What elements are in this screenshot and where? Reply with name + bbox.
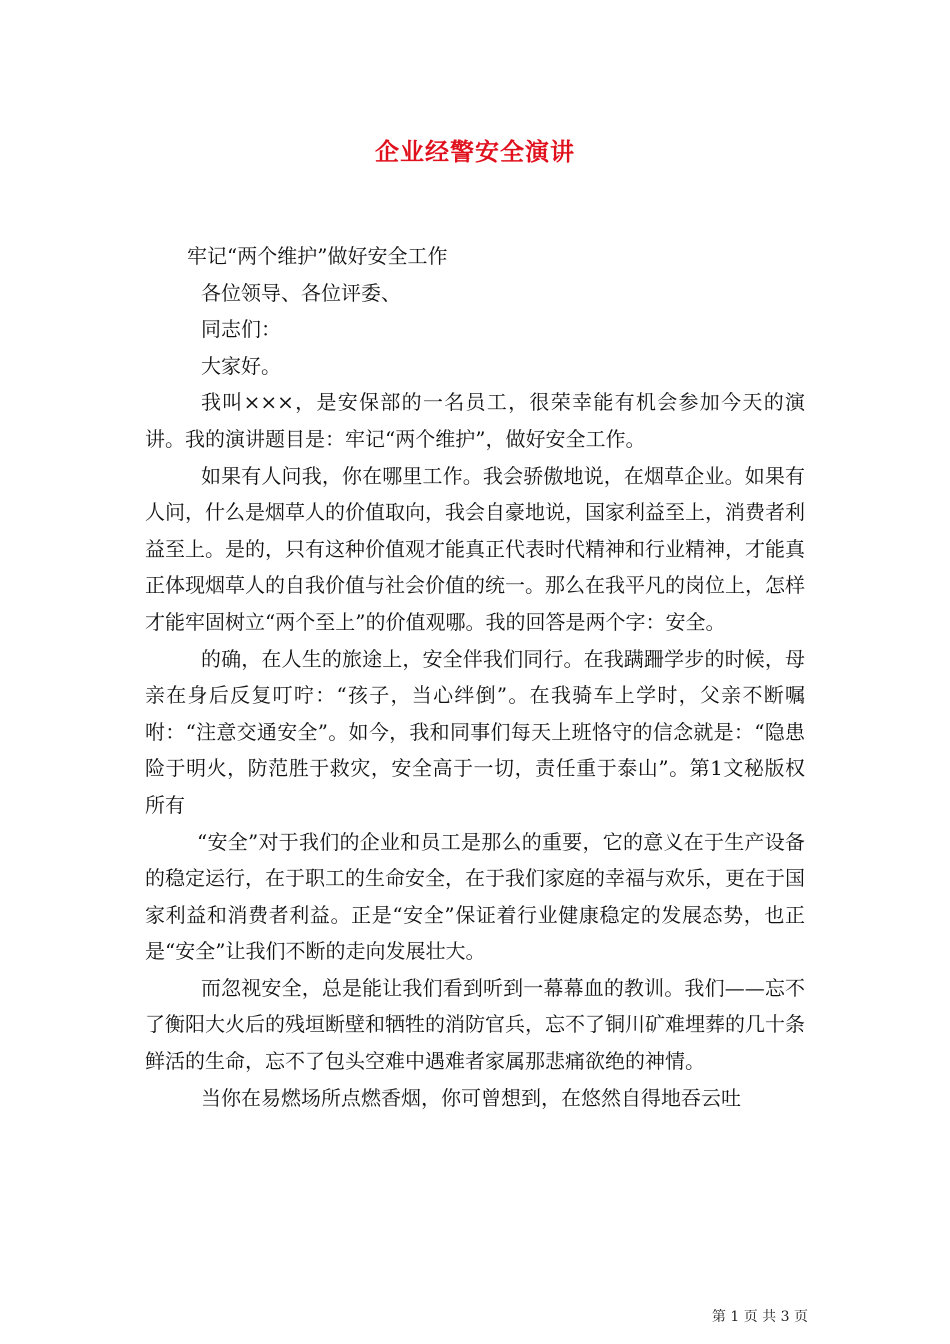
- speech-subtitle: 牢记“两个维护”做好安全工作: [187, 244, 448, 268]
- document-title: 企业经警安全演讲: [375, 137, 575, 166]
- paragraph-introduction: 我叫×××，是安保部的一名员工，很荣幸能有机会参加今天的演讲。我的演讲题目是：牢记“两个维护”，做好安全工作。: [145, 390, 805, 451]
- paragraph-lessons: 而忽视安全，总是能让我们看到听到一幕幕血的教训。我们——忘不了衡阳大火后的残垣断壁和牺牲的消防官兵，忘不了铜川矿难埋葬的几十条鲜活的生命，忘不了包头空难中遇难者家属那悲痛欲绝的神情。: [145, 975, 805, 1074]
- page-number: 第 1 页 共 3 页: [711, 1309, 808, 1325]
- paragraph-values: 如果有人问我，你在哪里工作。我会骄傲地说，在烟草企业。如果有人问，什么是烟草人的价值取向，我会自豪地说，国家利益至上，消费者利益至上。是的，只有这种价值观才能真正代表时代精神和行业精神，才能真正体现烟草人的自我价值与社会价值的统一。那么在我平凡的岗位上，怎样才能牢固树立“两个至上”的价值观哪。我的回答是两个字：安全。: [145, 463, 805, 634]
- paragraph-safety-importance: “安全”对于我们的企业和员工是那么的重要，它的意义在于生产设备的稳定运行，在于职工的生命安全，在于我们家庭的幸福与欢乐，更在于国家利益和消费者利益。正是“安全”保证着行业健康稳定的发展态势，也正是“安全”让我们不断的走向发展壮大。: [145, 829, 805, 964]
- document-body: [145, 238, 805, 1116]
- paragraph-salutation-2: 同志们：: [201, 317, 281, 342]
- paragraph-salutation-1: 各位领导、各位评委、: [201, 280, 401, 305]
- paragraph-life-journey: 的确，在人生的旅途上，安全伴我们同行。在我蹒跚学步的时候，母亲在身后反复叮咛：“孩子，当心绊倒”。在我骑车上学时，父亲不断嘱咐：“注意交通安全”。如今，我和同事们每天上班恪守的信念就是：“隐患险于明火，防范胜于救灾，安全高于一切，责任重于泰山”。第1文秘版权所有: [145, 646, 805, 817]
- paragraph-smoking: 当你在易燃场所点燃香烟，你可曾想到，在悠然自得地吞云吐: [201, 1085, 741, 1110]
- paragraph-greeting: 大家好。: [201, 353, 281, 378]
